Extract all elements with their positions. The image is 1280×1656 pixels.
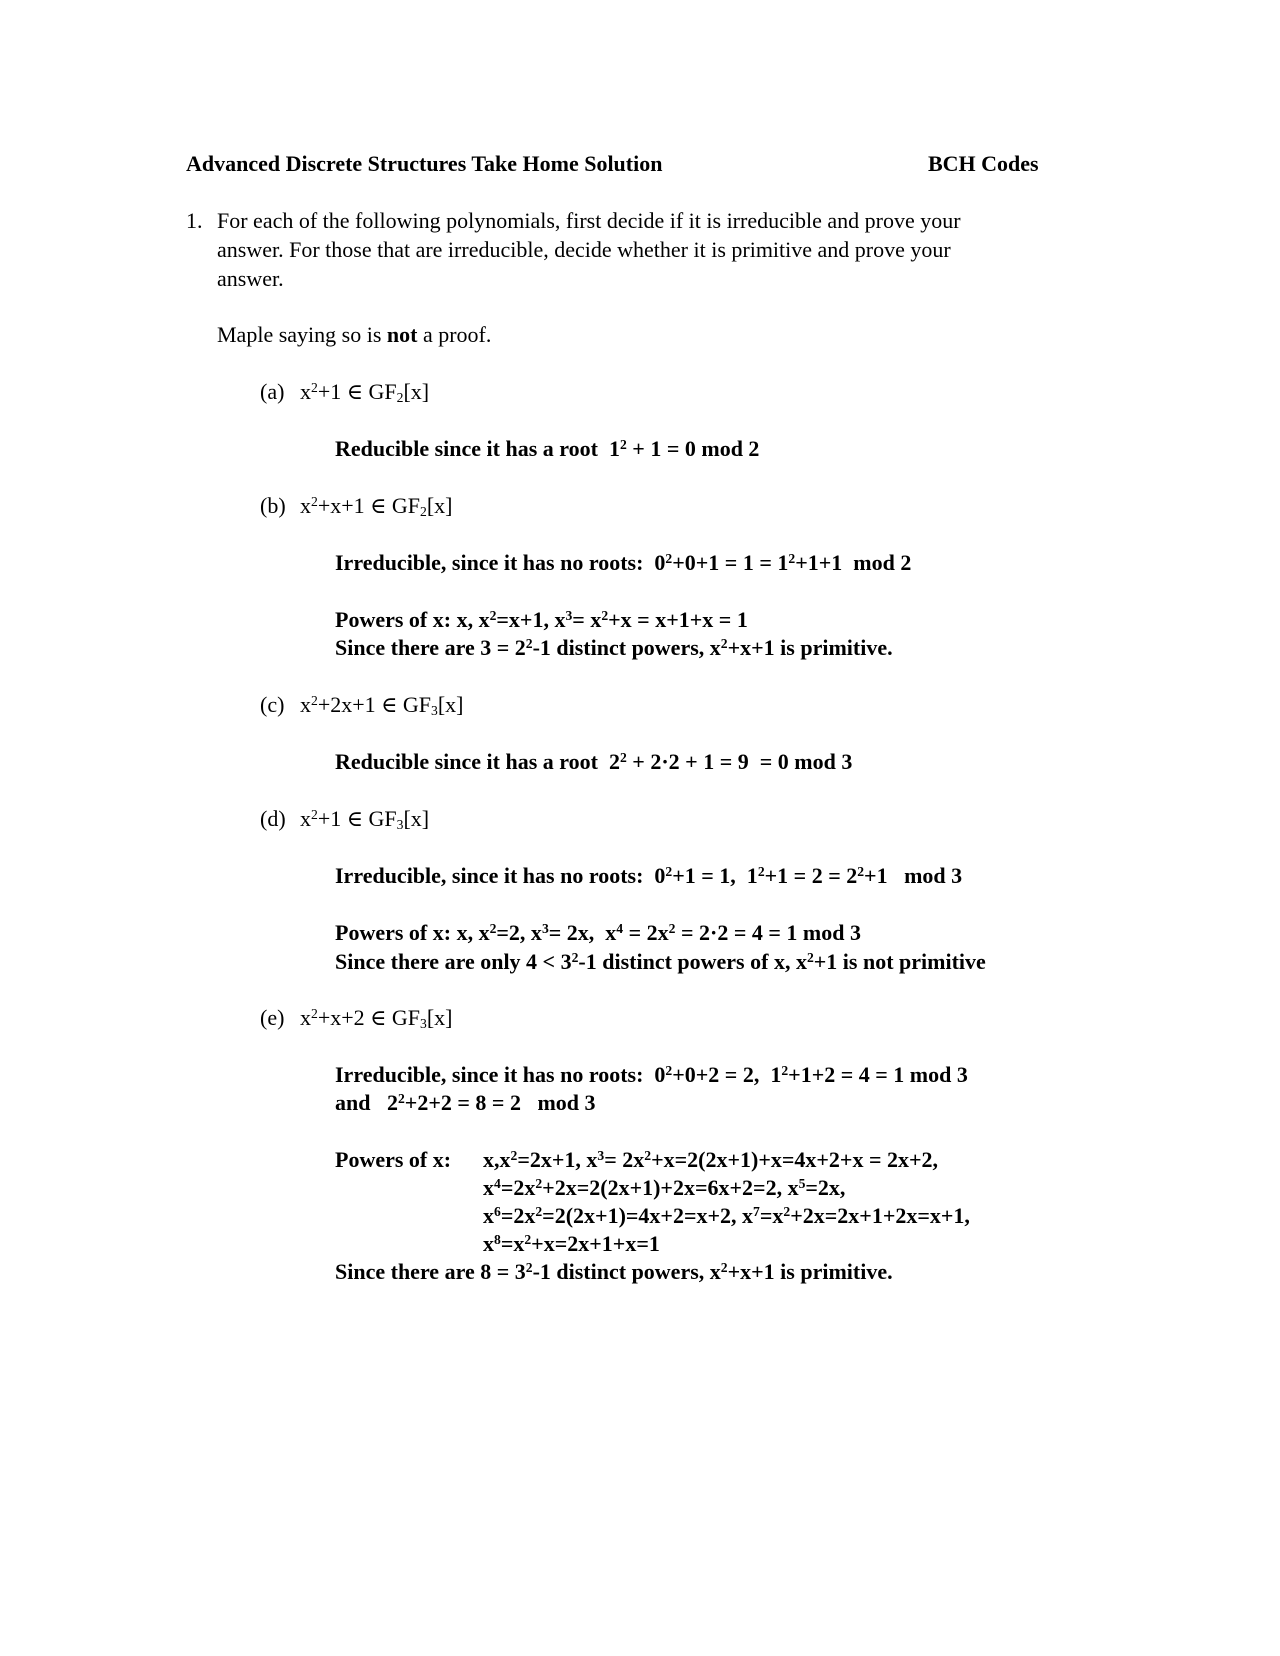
- part-d-label: (d): [260, 806, 286, 831]
- maple-note-emphasis: not: [386, 322, 418, 347]
- part-e-conclusion: Since there are $8 = 3^2-1$ distinct powers, $x^2+x+1$ is primitive.: [335, 1259, 893, 1284]
- part-e-powers-line-2: $x^4=2x^2+2x=2(2x+1)+2x=6x+2=2$, $x^5=2x$,: [483, 1175, 846, 1200]
- part-e-polynomial: $x^2+x+2$ ∈ $GF_3[x]$: [300, 1005, 453, 1032]
- question-line-1: For each of the following polynomials, first decide if it is irreducible and prove your: [217, 208, 961, 233]
- document-topic: BCH Codes: [928, 151, 1039, 176]
- part-c-answer: Reducible since it has a root $2^2 + 2\cdot 2 + 1 = 9 = 0$ mod 3: [335, 749, 853, 774]
- maple-note-start: Maple saying so is: [217, 322, 387, 347]
- part-e-answer-2: and $2^2+2+2 = 8 = 2$ mod 3: [335, 1090, 596, 1115]
- maple-note: [217, 323, 491, 347]
- part-c-polynomial: $x^2+2x+1$ ∈ $GF_3[x]$: [300, 692, 464, 719]
- part-e-powers-line-1: $x,x^2=2x+1$, $x^3= 2x^2+x=2(2x+1)+x=4x+2+x = 2x+2$,: [483, 1147, 939, 1172]
- part-e-powers-line-4: $x^8=x^2+x=2x+1+x=1$: [483, 1231, 660, 1256]
- part-a-label: (a): [260, 379, 285, 404]
- maple-note-end: a proof.: [417, 322, 492, 347]
- part-d-powers: Powers of x: x, $x^2=2$, $x^3= 2x$, $x^4 = 2x^2 = 2\cdot 2 = 4 = 1$ mod 3: [335, 920, 861, 945]
- part-b-polynomial: $x^2+x+1$ ∈ $GF_2[x]$: [300, 493, 453, 520]
- part-b-conclusion: Since there are $3 = 2^2-1$ distinct powers, $x^2+x+1$ is primitive.: [335, 635, 893, 660]
- part-a-polynomial: $x^2+1$ ∈ $GF_2[x]$: [300, 379, 430, 406]
- part-e-powers-label: Powers of x:: [335, 1147, 452, 1172]
- part-a-answer: Reducible since it has a root $1^2 + 1 = 0$ mod 2: [335, 436, 760, 461]
- part-e-answer-1: Irreducible, since it has no roots: $0^2+0+2 = 2$, $1^2+1+2 = 4 = 1$ mod 3: [335, 1062, 968, 1087]
- question-line-2: answer. For those that are irreducible, decide whether it is primitive and prove your: [217, 237, 951, 262]
- part-d-conclusion: Since there are only $4 < 3^2-1$ distinct powers of x, $x^2+1$ is not primitive: [335, 949, 986, 974]
- part-e-powers-line-3: $x^6=2x^2=2(2x+1)=4x+2=x+2$, $x^7=x^2+2x=2x+1+2x=x+1$,: [483, 1203, 970, 1228]
- document-title: Advanced Discrete Structures Take Home Solution: [186, 151, 663, 176]
- part-b-answer: Irreducible, since it has no roots: $0^2+0+1 = 1 = 1^2+1+1$ mod 2: [335, 550, 912, 575]
- part-b-powers: Powers of x: x, $x^2=x+1$, $x^3= x^2+x = x+1+x = 1$: [335, 607, 748, 632]
- question-line-3: answer.: [217, 266, 284, 291]
- part-b-label: (b): [260, 493, 286, 518]
- part-c-label: (c): [260, 692, 285, 717]
- part-e-label: (e): [260, 1005, 285, 1030]
- question-number: 1.: [186, 208, 203, 233]
- part-d-polynomial: $x^2+1$ ∈ $GF_3[x]$: [300, 806, 430, 833]
- part-d-answer: Irreducible, since it has no roots: $0^2+1 = 1$, $1^2+1 = 2 = 2^2+1$ mod 3: [335, 863, 963, 888]
